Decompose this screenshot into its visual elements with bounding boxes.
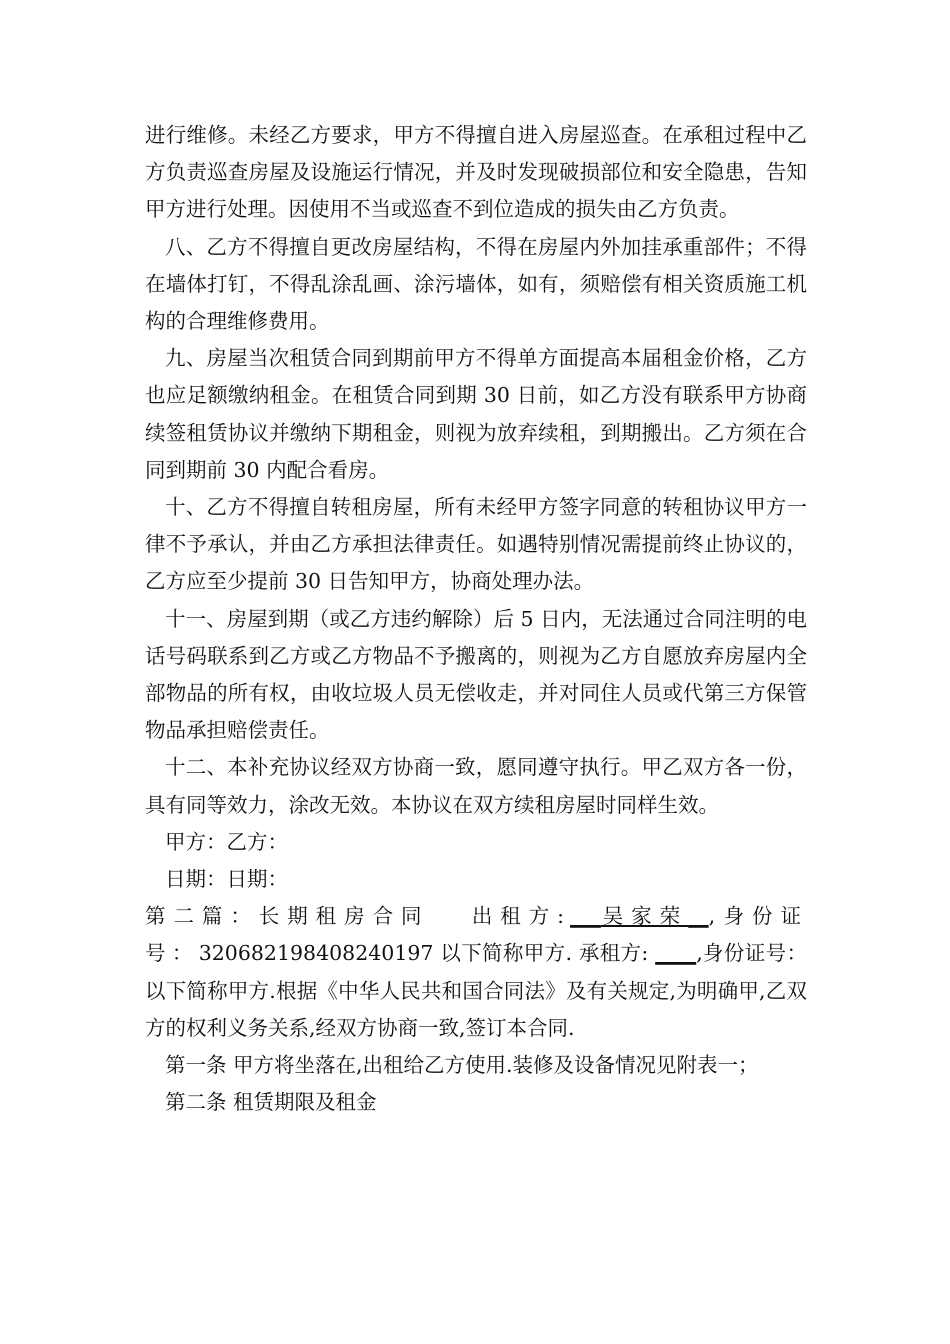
clause-8: 八、乙方不得擅自更改房屋结构，不得在房屋内外加挂承重部件；不得在墙体打钉，不得乱涂乱画、涂污墙体，如有，须赔偿有相关资质施工机构的合理维修费用。 [145,234,807,334]
article-1: 第一条 甲方将坐落在,出租给乙方使用.装修及设备情况见附表一； [165,1053,759,1078]
lessee-blank: ____ [655,941,697,966]
id-number: 320682198408240197 [198,941,434,966]
id-label: 身份证号： [145,904,807,966]
second-contract-heading: 第二篇：长期租房合同 [145,904,430,929]
clause-10: 十、乙方不得擅自转租房屋，所有未经甲方签字同意的转租协议甲方一律不予承认，并由乙方承担法律责任。如遇特别情况需提前终止协议的，乙方应至少提前 30 日告知甲方，协商处理办法。 [145,495,807,594]
after-lessee-text: ,身份证号：以下简称甲方.根据《中华人民共和国合同法》及有关规定,为明确甲,乙双方的权利义务关系,经双方协商一致,签订本合同. [145,941,807,1040]
clause-12: 十二、本补充协议经双方协商一致，愿同遵守执行。甲乙双方各一份，具有同等效力，涂改无效。本协议在双方续租房屋时同样生效。 [145,755,807,817]
date-line: 日期：日期： [165,867,288,892]
lessor-blank-after: __ [688,904,709,929]
signature-line: 甲方：乙方： [165,829,288,854]
lessor-blank-before: ___ [570,904,601,929]
clause-11: 十一、房屋到期（或乙方违约解除）后 5 日内，无法通过合同注明的电话号码联系到乙方或乙方物品不予搬离的，则视为乙方自愿放弃房屋内全部物品的所有权，由收垃圾人员无偿收走，并对同住人员或代第三方保管物品承担赔偿责任。 [145,606,807,743]
article-2: 第二条 租赁期限及租金 [165,1090,377,1115]
clause-9: 九、房屋当次租赁合同到期前甲方不得单方面提高本届租金价格，乙方也应足额缴纳租金。在租赁合同到期 30 日前，如乙方没有联系甲方协商续签租赁协议并缴纳下期租金，则视为放弃续租，到期搬出。乙方须在合同到期前 30 内配合看房。 [145,346,807,482]
after-id-text: 以下简称甲方. 承租方: [440,941,649,966]
paragraph-continuation: 进行维修。未经乙方要求，甲方不得擅自进入房屋巡查。在承租过程中乙方负责巡查房屋及设施运行情况，并及时发现破损部位和安全隐患，告知甲方进行处理。因使用不当或巡查不到位造成的损失由乙方负责。 [145,123,807,222]
lessor-name: 吴家荣 [600,904,689,929]
second-contract-intro: 第二篇：长期租房合同 出租方:___吴家荣__, 身份证号：320682198408240197 以下简称甲方. 承租方: ____,身份证号：以下简称甲方.根据《中华人民共和国合同法》及有关规定,为明确甲,乙双方的权利义务关系,经双方协商一致,签订本合同. [145,904,807,1040]
lessor-label: 出租方: [471,904,571,929]
document-body [145,117,807,1121]
